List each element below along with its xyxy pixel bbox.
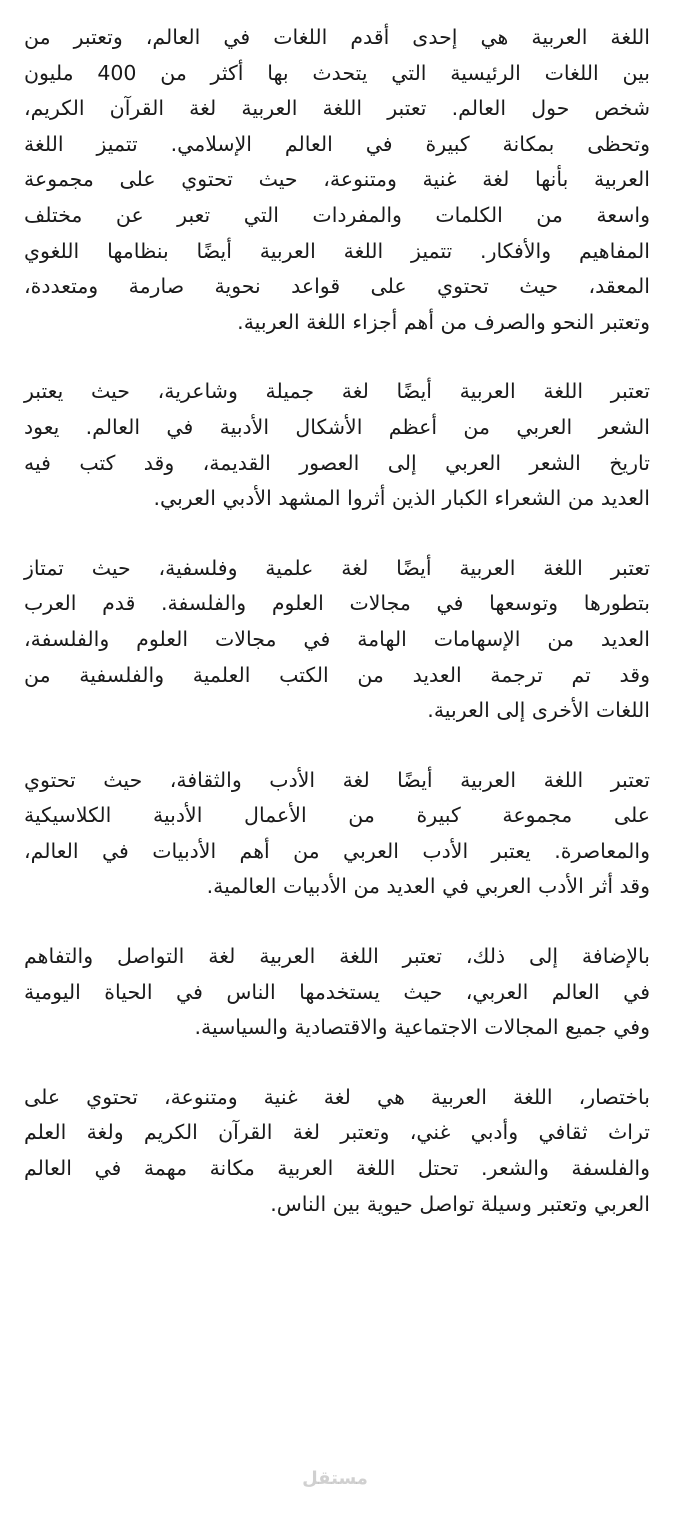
text-line: العديد من الإسهامات الهامة في مجالات العلوم والفلسفة، (24, 626, 650, 651)
text-line: وفي جميع المجالات الاجتماعية والاقتصادية والسياسية. (194, 1015, 650, 1040)
text-line: على مجموعة كبيرة من الأعمال الأدبية الكلاسيكية (24, 803, 650, 828)
text-line: شخص حول العالم. تعتبر اللغة العربية لغة القرآن الكريم، (24, 96, 650, 121)
text-line: تعتبر اللغة العربية أيضًا لغة علمية وفلسفية، حيث تمتاز (24, 555, 650, 580)
text-line: وتعتبر النحو والصرف من أهم أجزاء اللغة العربية. (237, 309, 650, 334)
text-line: العديد من الشعراء الكبار الذين أثروا المشهد الأدبي العربي. (153, 486, 650, 511)
text-line: بالإضافة إلى ذلك، تعتبر اللغة العربية لغة التواصل والتفاهم (24, 944, 650, 969)
text-line: في العالم العربي، حيث يستخدمها الناس في الحياة اليومية (24, 979, 650, 1004)
paragraph-5 (24, 939, 650, 1046)
text-line: العربي وتعتبر وسيلة تواصل حيوية بين الناس. (270, 1191, 650, 1216)
text-line: العربية بأنها لغة غنية ومتنوعة، حيث تحتوي على مجموعة (24, 167, 650, 192)
paragraph-1 (24, 20, 650, 340)
text-line: اللغات الأخرى إلى العربية. (427, 698, 650, 723)
text-line: وتحظى بمكانة كبيرة في العالم الإسلامي. تتميز اللغة (24, 131, 650, 156)
paragraph-2 (24, 374, 650, 516)
text-line: تعتبر اللغة العربية أيضًا لغة جميلة وشاعرية، حيث يعتبر (24, 379, 650, 404)
text-line: وقد أثر الأدب العربي في العديد من الأدبيات العالمية. (206, 874, 650, 899)
text-line: والمعاصرة. يعتبر الأدب العربي من أهم الأدبيات في العالم، (24, 838, 650, 863)
text-line: تراث ثقافي وأدبي غني، وتعتبر لغة القرآن الكريم ولغة العلم (24, 1120, 650, 1145)
text-line: المعقد، حيث تحتوي على قواعد نحوية صارمة ومتعددة، (24, 274, 650, 299)
text-line: وقد تم ترجمة العديد من الكتب العلمية والفلسفية من (24, 662, 650, 687)
text-line: تعتبر اللغة العربية أيضًا لغة الأدب والثقافة، حيث تحتوي (24, 767, 650, 792)
text-line: والفلسفة والشعر. تحتل اللغة العربية مكانة مهمة في العالم (24, 1156, 650, 1181)
text-line: واسعة من الكلمات والمفردات التي تعبر عن مختلف (24, 202, 650, 227)
text-line: المفاهيم والأفكار. تتميز اللغة العربية أيضًا بنظامها اللغوي (24, 238, 650, 263)
text-line: تاريخ الشعر العربي إلى العصور القديمة، وقد كتب فيه (24, 450, 650, 475)
text-line: بتطورها وتوسعها في مجالات العلوم والفلسفة. قدم العرب (24, 591, 650, 616)
text-line: بين اللغات الرئيسية التي يتحدث بها أكثر من 400 مليون (24, 60, 650, 85)
text-line: الشعر العربي من أعظم الأشكال الأدبية في العالم. يعود (24, 414, 650, 439)
watermark-logo: مستقل (302, 1468, 368, 1489)
text-line: باختصار، اللغة العربية هي لغة غنية ومتنوعة، تحتوي على (24, 1084, 650, 1109)
paragraph-4 (24, 763, 650, 905)
text-line: اللغة العربية هي إحدى أقدم اللغات في العالم، وتعتبر من (24, 25, 650, 49)
paragraph-3 (24, 551, 650, 729)
paragraph-6 (24, 1080, 650, 1222)
